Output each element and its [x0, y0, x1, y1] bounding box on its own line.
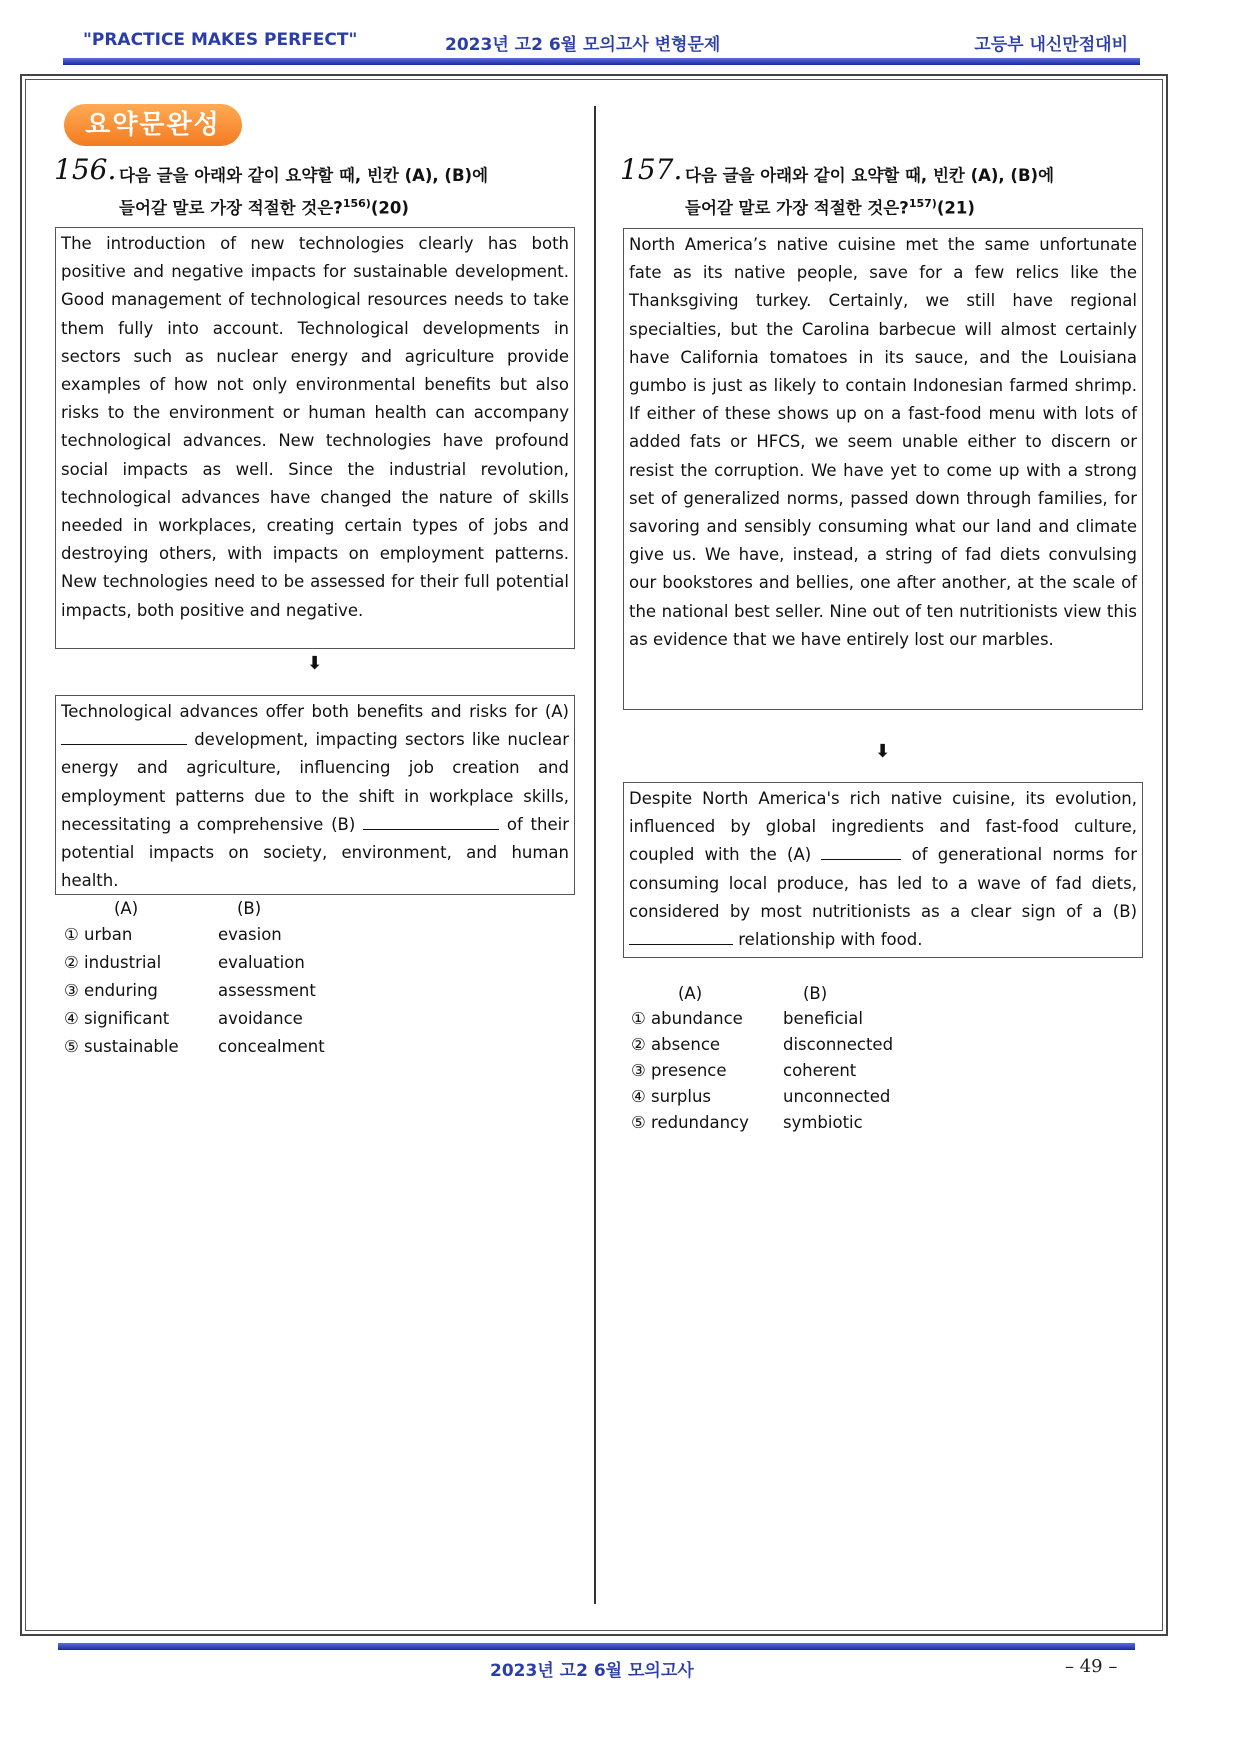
column-a-label: (A) — [678, 984, 703, 1003]
option-4[interactable]: ④ surplus unconnected — [631, 1087, 891, 1106]
footer-rule — [58, 1643, 1135, 1650]
page-number: – 49 – — [1065, 1656, 1118, 1677]
footnote-ref: 156) — [342, 197, 371, 210]
question-number: 156. — [54, 153, 117, 186]
header-rule — [63, 58, 1140, 65]
blank-b — [363, 812, 499, 830]
option-2[interactable]: ② industrial evaluation — [64, 953, 305, 972]
header-course: 고등부 내신만점대비 — [974, 35, 1128, 55]
down-arrow-icon: ⬇ — [875, 741, 891, 762]
option-5[interactable]: ⑤ sustainable concealment — [64, 1037, 325, 1056]
header-slogan: "PRACTICE MAKES PERFECT" — [83, 30, 358, 50]
header-exam-title: 2023년 고2 6월 모의고사 변형문제 — [445, 35, 721, 55]
footnote-ref: 157) — [908, 197, 937, 210]
question-instruction-cont: 들어갈 말로 가장 적절한 것은?$^{157)}$(21) — [685, 197, 975, 218]
question-number: 157. — [620, 153, 683, 186]
question-156-summary: Technological advances offer both benefits and risks for (A) development, impacting sectors like nuclear energy and agriculture, influencing job creation and employment patterns due to the shift in workplace skills, necessitating a comprehensive (B) of their potential impacts on society, environment, and human health. — [55, 695, 575, 895]
options-header — [64, 897, 464, 921]
question-instruction: 다음 글을 아래와 같이 요약할 때, 빈칸 (A), (B)에 — [119, 166, 489, 185]
option-1[interactable]: ① abundance beneficial — [631, 1009, 863, 1028]
blank-a — [821, 842, 901, 860]
question-source: (21) — [936, 198, 975, 218]
question-157-summary: Despite North America's rich native cuisine, its evolution, influenced by global ingredients and fast-food culture, coupled with the (A) of generational norms for consuming local produce, has led to a wave of fad diets, considered by most nutritionists as a clear sign of a (B) relationship with food. — [623, 782, 1143, 958]
question-instruction-cont: 들어갈 말로 가장 적절한 것은?$^{156)}$(20) — [119, 197, 409, 218]
option-3[interactable]: ③ enduring assessment — [64, 981, 316, 1000]
option-4[interactable]: ④ significant avoidance — [64, 1009, 303, 1028]
column-b-label: (B) — [803, 984, 828, 1003]
blank-a — [61, 727, 187, 745]
question-instruction: 다음 글을 아래와 같이 요약할 때, 빈칸 (A), (B)에 — [685, 166, 1055, 185]
question-156-passage: The introduction of new technologies clearly has both positive and negative impacts for sustainable development. Good management of technological resources needs to take them fully into account. Technological developments in sectors such as nuclear energy and agriculture provide examples of how not only environmental benefits but also risks to the environment or human health can accompany technological advances. New technologies have profound social impacts as well. Since the industrial revolution, technological advances have changed the nature of skills needed in workplaces, creating certain types of jobs and destroying others, with impacts on employment patterns. New technologies need to be assessed for their full potential impacts, both positive and negative. — [55, 227, 575, 649]
question-156-options — [64, 897, 464, 1061]
blank-b — [629, 927, 733, 945]
section-badge: 요약문완성 — [64, 104, 242, 146]
question-157-options — [631, 982, 1031, 1136]
column-a-label: (A) — [114, 899, 139, 918]
footer-title: 2023년 고2 6월 모의고사 — [490, 1661, 694, 1681]
question-157-header — [620, 153, 1140, 218]
column-divider — [594, 106, 596, 1604]
option-5[interactable]: ⑤ redundancy symbiotic — [631, 1113, 863, 1132]
column-b-label: (B) — [237, 899, 262, 918]
down-arrow-icon: ⬇ — [307, 653, 323, 674]
options-header — [631, 982, 1031, 1006]
option-1[interactable]: ① urban evasion — [64, 925, 282, 944]
question-156-header — [54, 153, 574, 218]
option-3[interactable]: ③ presence coherent — [631, 1061, 857, 1080]
option-2[interactable]: ② absence disconnected — [631, 1035, 894, 1054]
question-source: (20) — [370, 198, 409, 218]
question-157-passage: North America’s native cuisine met the same unfortunate fate as its native people, save for a few relics like the Thanksgiving turkey. Certainly, we still have regional specialties, but the Carolina barbecue will almost certainly have California tomatoes in its sauce, and the Louisiana gumbo is just as likely to contain Indonesian farmed shrimp. If either of these shows up on a fast-food menu with lots of added fats or HFCS, we seem unable either to discern or resist the corruption. We have yet to come up with a strong set of generalized norms, passed down through families, for savoring and sensibly consuming what our land and climate give us. We have, instead, a string of fad diets convulsing our bookstores and bellies, one after another, at the scale of the national best seller. Nine out of ten nutritionists view this as evidence that we have entirely lost our marbles. — [623, 228, 1143, 710]
